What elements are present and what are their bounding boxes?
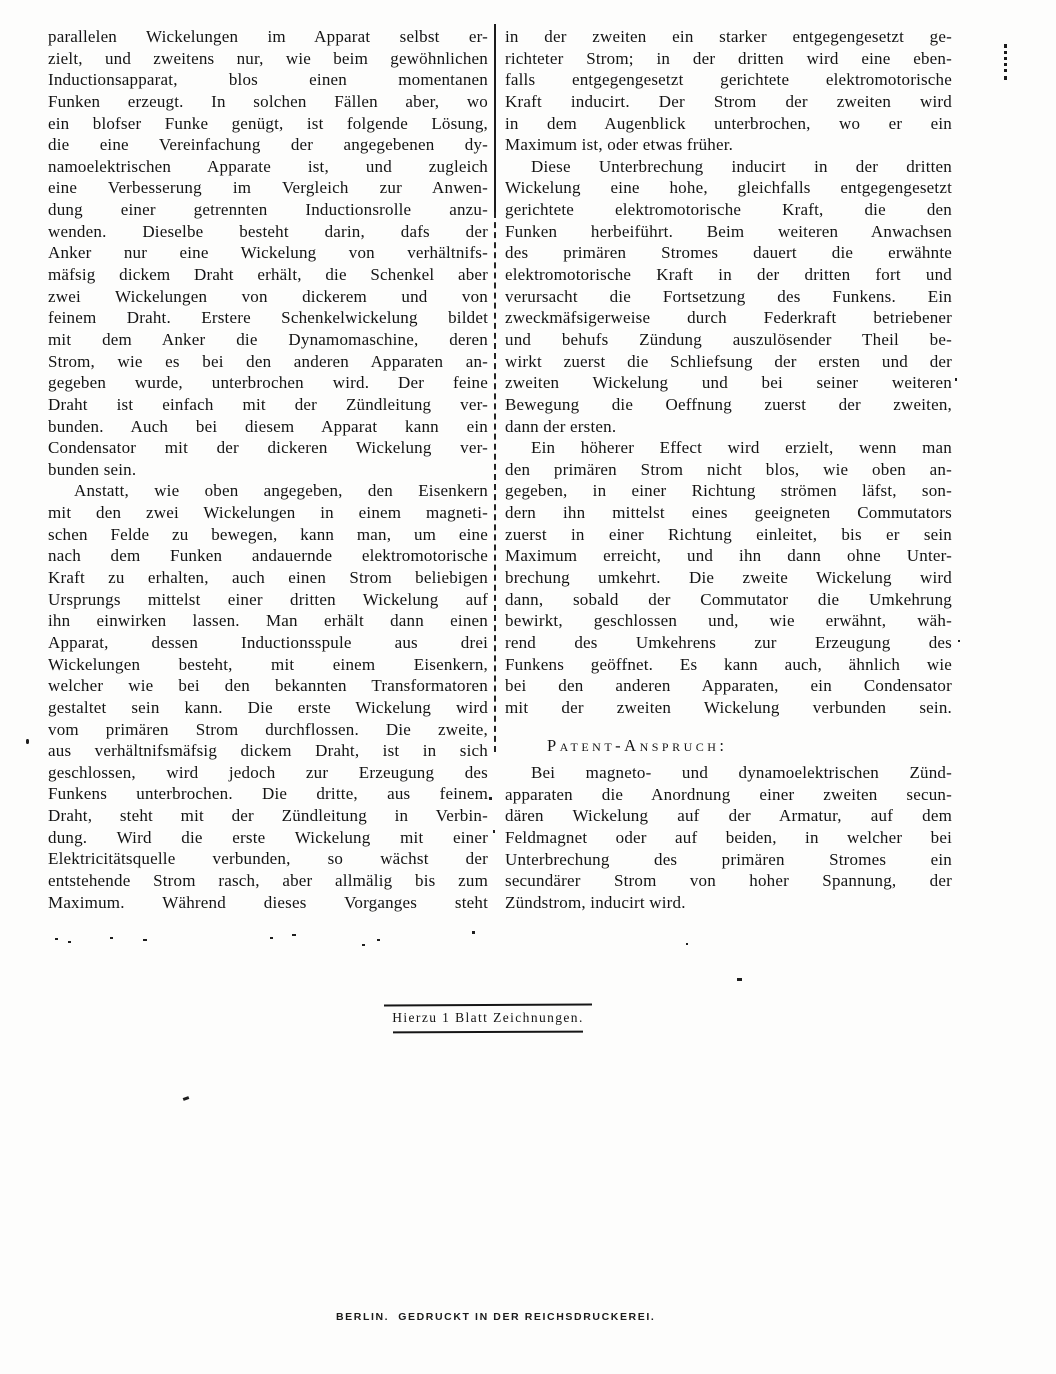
paragraph	[505, 762, 952, 913]
text-line: den primären Strom nicht blos, wie oben an-	[505, 459, 952, 479]
text-line: verursacht die Fortsetzung des Funkens. Ein	[505, 286, 952, 306]
text-line: namoelektrischen Apparate ist, und zugleich	[48, 156, 488, 176]
scan-noise	[955, 378, 957, 381]
text-line: zweckmäfsigerweise durch Federkraft betriebener	[505, 308, 952, 328]
text-line: Inductionsapparat, blos einen momentanen	[48, 70, 488, 90]
text-line: bunden sein.	[48, 459, 137, 479]
text-line: bei den anderen Apparaten, ein Condensator	[505, 676, 952, 696]
text-line: dären Wickelung auf der Armatur, auf dem	[505, 806, 952, 826]
notice-rule-bottom	[393, 1031, 583, 1034]
text-line: Draht ist einfach mit der Zündleitung ver-	[48, 394, 488, 414]
imprint-footer: BERLIN. GEDRUCKT IN DER REICHSDRUCKEREI.	[336, 1311, 656, 1323]
drawings-notice	[384, 1004, 592, 1033]
text-line: ihn einwirken lassen. Man erhält dann einen	[48, 611, 488, 631]
text-line: apparaten die Anordnung einer zweiten secun-	[505, 784, 952, 804]
text-line: Funken herbeiführt. Beim weiteren Anwachsen	[505, 221, 952, 241]
scan-noise	[68, 941, 71, 943]
text-line: Funkens geöffnet. Es kann auch, ähnlich wie	[505, 654, 952, 674]
paragraph	[505, 156, 952, 437]
scan-noise	[377, 939, 380, 941]
text-line: Diese Unterbrechung inducirt in der dritten	[531, 156, 952, 176]
text-line: Bewegung die Oeffnung zuerst der zweiten,	[505, 394, 952, 414]
paragraph	[48, 26, 488, 480]
text-line: gegeben, in einer Richtung strömen läfst, son-	[505, 481, 952, 501]
text-line: Ein höherer Effect wird erzielt, wenn man	[531, 438, 952, 458]
scan-noise	[183, 1096, 190, 1101]
text-line: geschlossen, wird jedoch zur Erzeugung des	[48, 762, 488, 782]
text-line: Apparat, dessen Inductionsspule aus drei	[48, 632, 488, 652]
text-line: Maximum. Während dieses Vorganges steht	[48, 892, 488, 912]
text-line: welcher wie bei den bekannten Transformatoren	[48, 676, 488, 696]
text-line: falls entgegengesetzt gerichtete elektromotorische	[505, 70, 952, 90]
text-line: Wickelungen besteht, mit einem Eisenkern,	[48, 654, 488, 674]
page-edge-dots	[1004, 44, 1007, 80]
text-line: gerichtete elektromotorische Kraft, die den	[505, 200, 952, 220]
scan-noise	[686, 943, 688, 945]
left-column	[48, 26, 488, 913]
text-line: feinem Draht. Erstere Schenkelwickelung bildet	[48, 308, 488, 328]
text-line: in dem Augenblick unterbrochen, wo er ein	[505, 113, 952, 133]
text-line: Elektricitätsquelle verbunden, so wächst der	[48, 849, 488, 869]
text-line: dern ihn mittelst eines geeigneten Commutators	[505, 503, 952, 523]
text-line: vom primären Strom durchflossen. Die zweite,	[48, 719, 488, 739]
text-line: Feldmagnet oder auf beiden, in welcher bei	[505, 828, 952, 848]
text-line: gegeben wurde, unterbrochen wird. Der feine	[48, 373, 488, 393]
text-line: entstehende Strom rasch, aber allmälig bis zum	[48, 870, 488, 890]
text-line: Wickelung eine hohe, gleichfalls entgegengesetzt	[505, 178, 952, 198]
text-line: Maximum erreicht, und ihn dann ohne Unter-	[505, 546, 952, 566]
text-line: mit den zwei Wickelungen in einem magneti-	[48, 503, 488, 523]
column-divider-dot	[489, 797, 492, 800]
text-line: bunden. Auch bei diesem Apparat kann ein	[48, 416, 488, 436]
text-line: eine Verbesserung im Vergleich zur Anwen-	[48, 178, 488, 198]
text-line: wenden. Dieselbe besteht darin, dafs der	[48, 221, 488, 241]
scan-noise	[26, 739, 29, 744]
text-line: elektromotorische Kraft in der dritten fort und	[505, 265, 952, 285]
section-heading	[505, 735, 952, 757]
column-divider-dashed	[494, 212, 496, 752]
text-line: Unterbrechung des primären Stromes ein	[505, 849, 952, 869]
text-line: gestaltet sein kann. Die erste Wickelung wird	[48, 697, 488, 717]
text-line: nach dem Funken andauernde elektromotorische	[48, 546, 488, 566]
text-line: richteter Strom; in der dritten wird eine eben-	[505, 48, 952, 68]
scan-noise	[472, 931, 475, 934]
text-line: parallelen Wickelungen im Apparat selbst er-	[48, 27, 488, 46]
paragraph	[48, 480, 488, 913]
scan-noise	[55, 938, 58, 940]
text-line: Kraft zu erhalten, auch einen Strom beliebigen	[48, 568, 488, 588]
text-line: Patent-Anspruch:	[547, 735, 728, 755]
text-line: und behufs Zündung auszulösender Theil be-	[505, 329, 952, 349]
text-line: des primären Stromes dauert die erwähnte	[505, 243, 952, 263]
text-line: aus verhältnifsmäfsig dickem Draht, ist in sich	[48, 741, 488, 761]
column-divider-dot	[493, 830, 495, 833]
text-line: Anstatt, wie oben angegeben, den Eisenkern	[74, 481, 488, 501]
text-line: mit der zweiten Wickelung verbunden sein.	[505, 697, 952, 717]
text-line: die eine Vereinfachung der angegebenen dy-	[48, 135, 488, 155]
text-line: rend des Umkehrens zur Erzeugung des	[505, 632, 952, 652]
text-line: Condensator mit der dickeren Wickelung ver-	[48, 438, 488, 458]
text-line: Maximum ist, oder etwas früher.	[505, 135, 734, 155]
paragraph	[505, 26, 952, 156]
text-line: Bei magneto- und dynamoelektrischen Zünd-	[531, 763, 952, 783]
text-line: bewirkt, geschlossen und, wie erwähnt, wäh-	[505, 611, 952, 631]
right-column	[505, 26, 952, 914]
scan-noise	[292, 934, 296, 936]
notice-text: Hierzu 1 Blatt Zeichnungen.	[392, 1010, 584, 1025]
text-line: Anker nur eine Wickelung von verhältnifs-	[48, 243, 488, 263]
text-line: zielt, und zweitens nur, wie beim gewöhnlichen	[48, 48, 488, 68]
paragraph	[505, 437, 952, 718]
text-line: Funkens unterbrochen. Die dritte, aus feinem	[48, 784, 488, 804]
text-line: in der zweiten ein starker entgegengesetzt ge-	[505, 27, 952, 46]
text-line: dann, sobald der Commutator die Umkehrung	[505, 589, 952, 609]
text-line: Funken erzeugt. In solchen Fällen aber, wo	[48, 91, 488, 111]
text-line: dann der ersten.	[505, 416, 617, 436]
column-divider-solid	[494, 24, 496, 212]
scan-noise	[737, 978, 742, 981]
text-line: dung einer getrennten Inductionsrolle anzu-	[48, 200, 488, 220]
text-line: Strom, wie es bei den anderen Apparaten an-	[48, 351, 488, 371]
text-line: secundärer Strom von hoher Spannung, der	[505, 871, 952, 891]
text-line: Ursprungs mittelst einer dritten Wickelung auf	[48, 589, 488, 609]
text-line: brechung umkehrt. Die zweite Wickelung wird	[505, 568, 952, 588]
scan-noise	[362, 944, 365, 946]
scan-noise	[958, 640, 960, 642]
text-line: zwei Wickelungen von dickerem und von	[48, 286, 488, 306]
text-line: Kraft inducirt. Der Strom der zweiten wird	[505, 91, 952, 111]
scan-noise	[110, 937, 113, 939]
text-line: ein blofser Funke genügt, ist folgende Lösung,	[48, 113, 488, 133]
scan-noise	[270, 937, 273, 939]
text-line: Zündstrom, inducirt wird.	[505, 892, 686, 912]
text-line: dung. Wird die erste Wickelung mit einer	[48, 827, 488, 847]
text-line: Draht, steht mit der Zündleitung in Verbin-	[48, 806, 488, 826]
text-line: schen Felde zu bewegen, kann man, um eine	[48, 524, 488, 544]
scan-noise	[143, 939, 147, 941]
text-line: mit dem Anker die Dynamomaschine, deren	[48, 329, 488, 349]
text-line: zuerst in einer Richtung einleitet, bis er sein	[505, 524, 952, 544]
text-line: mäfsig dickem Draht erhält, die Schenkel aber	[48, 265, 488, 285]
text-line: zweiten Wickelung und bei seiner weiteren	[505, 373, 952, 393]
text-line: wirkt zuerst die Schliefsung der ersten und der	[505, 351, 952, 371]
